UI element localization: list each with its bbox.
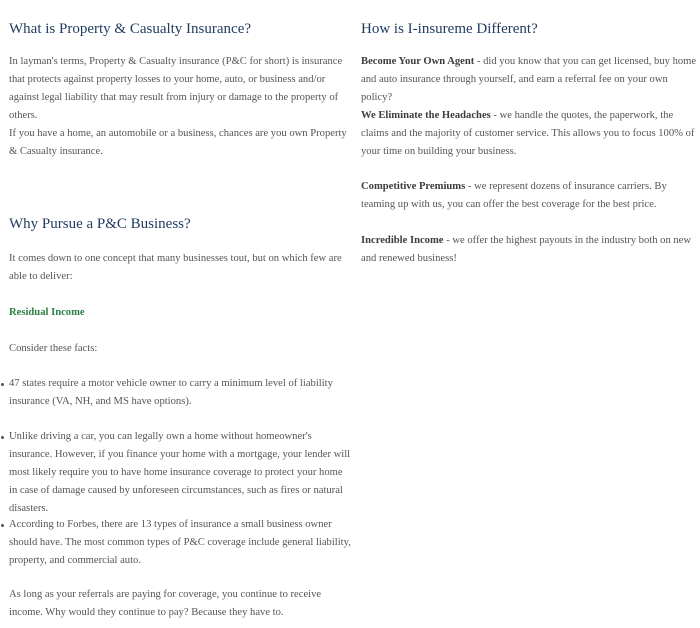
feature-title: Become Your Own Agent bbox=[361, 56, 475, 67]
feature-competitive-premiums bbox=[361, 178, 699, 214]
list-item-text: Unlike driving a car, you can legally own a home without homeowner's insurance. However, if you finance your home with a mortgage, your lender will most likely require you to have home insurance coverage to protect your home in case of damage caused by unforeseen circumstances, such as fires or natural disasters. bbox=[9, 431, 351, 514]
paragraph-referrals: As long as your referrals are paying for coverage, you continue to receive income. Why would they continue to pay? Because they have to. bbox=[9, 589, 322, 618]
feature-text: - we represent dozens of insurance carriers. By teaming up with us, you can offer the best coverage for the best price. bbox=[361, 181, 667, 210]
heading-what-is-pc: What is Property & Casualty Insurance? bbox=[9, 21, 252, 37]
feature-text: - we offer the highest payouts in the industry both on new and renewed business! bbox=[361, 235, 692, 264]
heading-how-different: How is I-insureme Different? bbox=[361, 21, 538, 37]
subheading-residual-income: Residual Income bbox=[9, 307, 85, 318]
list-item bbox=[9, 375, 353, 411]
feature-text: - we handle the quotes, the paperwork, the claims and the majority of customer service. This allows you to focus 100% of your time on building your business. bbox=[361, 110, 695, 157]
list-item bbox=[9, 516, 353, 570]
feature-title: Incredible Income bbox=[361, 235, 444, 246]
paragraph-concept: It comes down to one concept that many businesses tout, but on which few are able to deliver: bbox=[9, 253, 342, 282]
feature-own-agent bbox=[361, 53, 699, 107]
list-item-text: According to Forbes, there are 13 types of insurance a small business owner should have. The most common types of P&C coverage include general liability, property, and commercial auto. bbox=[9, 519, 351, 566]
paragraph-pc-definition: In layman's terms, Property & Casualty insurance (P&C for short) is insurance that protects against property losses to your home, auto, or business and/or against legal liability that may result from injury or damage to the property of others. bbox=[9, 56, 343, 121]
bullet-icon bbox=[1, 524, 4, 527]
bullet-icon bbox=[1, 436, 4, 439]
paragraph-pc-ownership: If you have a home, an automobile or a business, chances are you own Property & Casualty insurance. bbox=[9, 128, 347, 157]
feature-title: We Eliminate the Headaches bbox=[361, 110, 491, 121]
feature-incredible-income bbox=[361, 232, 699, 268]
heading-why-pursue: Why Pursue a P&C Business? bbox=[9, 216, 191, 232]
bullet-icon bbox=[1, 383, 4, 386]
list-item-text: 47 states require a motor vehicle owner to carry a minimum level of liability insurance (VA, NH, and MS have options). bbox=[9, 378, 333, 407]
feature-text: - did you know that you can get licensed, buy home and auto insurance through yourself, and earn a referral fee on your own policy? bbox=[361, 56, 697, 103]
feature-eliminate-headaches bbox=[361, 107, 699, 161]
paragraph-consider-facts: Consider these facts: bbox=[9, 343, 98, 354]
feature-title: Competitive Premiums bbox=[361, 181, 466, 192]
list-item bbox=[9, 428, 353, 518]
